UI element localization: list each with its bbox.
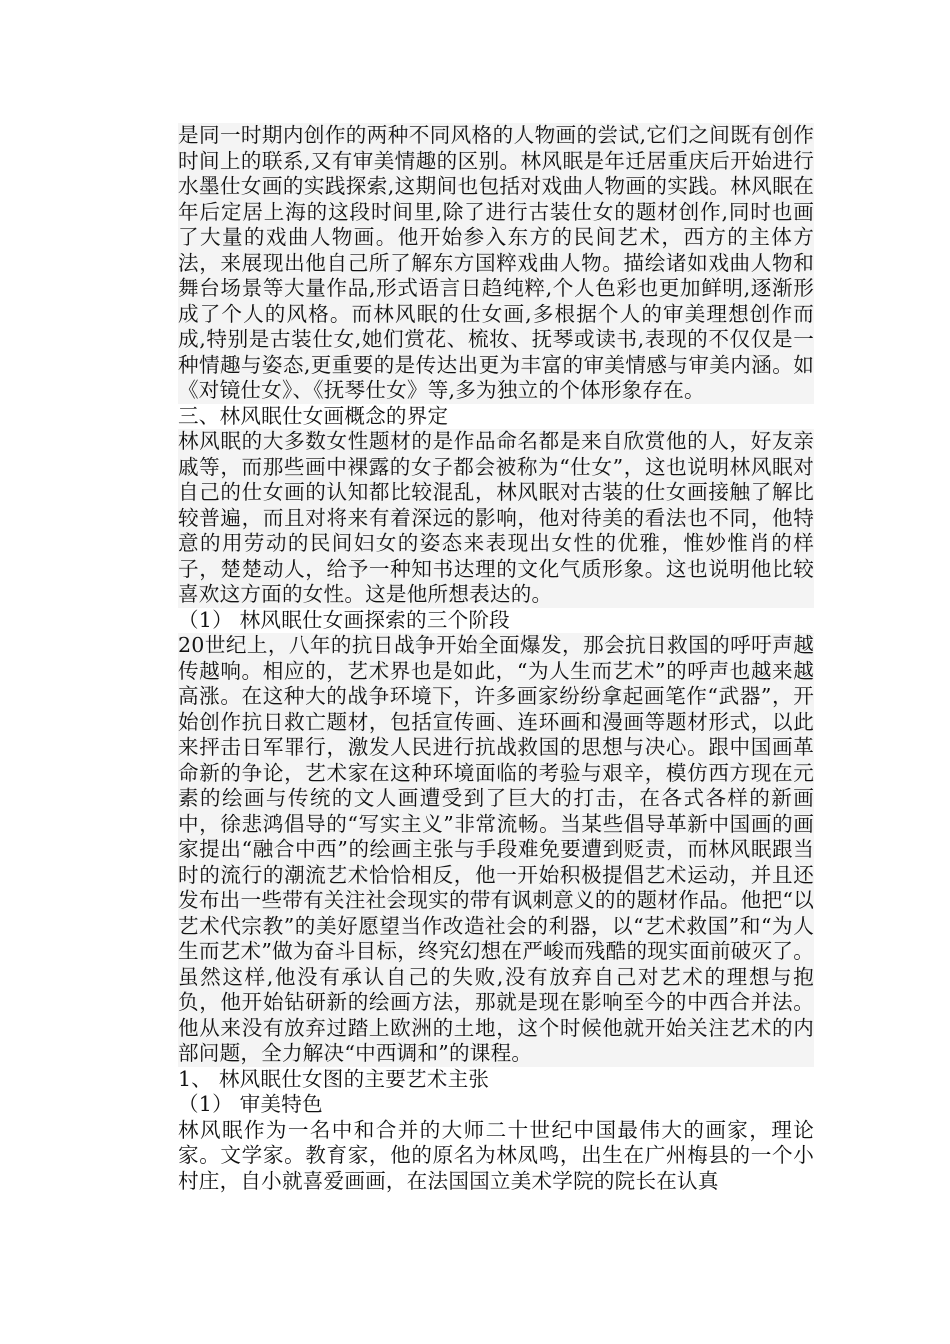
heading-text: 三、林风眠仕女画概念的界定 xyxy=(178,403,449,428)
paragraph-text: 林风眠的大多数女性题材的是作品命名都是来自欣赏他的人，好友亲戚等，而那些画中裸露的女子都会被称为“仕女”，这也说明林风眠对自己的仕女画的认知都比较混乱，林风眠对古装的仕女画接触了解比较普遍，而且对将来有着深远的影响，他对待美的看法也不同，他特意的用劳动的民间妇女的姿态来表现出女性的优雅，惟妙惟肖的样子，楚楚动人，给予一种知书达理的文化气质形象。这也说明他比较喜欢这方面的女性。这是他所想表达的。 xyxy=(178,429,814,606)
document-page xyxy=(178,123,814,1194)
body-paragraph xyxy=(178,123,814,404)
heading-text: （1） 林风眠仕女画探索的三个阶段 xyxy=(178,607,510,632)
subsection-heading xyxy=(178,608,814,634)
heading-text: （1） 审美特色 xyxy=(178,1092,323,1116)
paragraph-text: 林风眠作为一名中和合并的大师二十世纪中国最伟大的画家，理论家。文学家。教育家，他的原名为林凤鸣，出生在广州梅县的一个小村庄，自小就喜爱画画，在法国国立美术学院的院长在认真 xyxy=(178,1117,814,1193)
paragraph-text: 是同一时期内创作的两种不同风格的人物画的尝试,它们之间既有创作时间上的联系,又有审美情趣的区别。林风眠是年迁居重庆后开始进行水墨仕女画的实践探索,这期间也包括对戏曲人物画的实践。林风眠在年后定居上海的这段时间里,除了进行古装仕女的题材创作,同时也画了大量的戏曲人物画。他开始参入东方的民间艺术，西方的主体方法，来展现出他自己所了解东方国粹戏曲人物。描绘诸如戏曲人物和舞台场景等大量作品,形式语言日趋纯粹,个人色彩也更加鲜明,逐渐形成了个人的风格。而林风眠的仕女画,多根据个人的审美理想创作而成,特别是古装仕女,她们赏花、梳妆、抚琴或读书,表现的不仅仅是一种情趣与姿态,更重要的是传达出更为丰富的审美情感与审美内涵。如《对镜仕女》、《抚琴仕女》等,多为独立的个体形象存在。 xyxy=(178,123,814,402)
subsection-heading xyxy=(178,1067,814,1093)
paragraph-text: 20世纪上，八年的抗日战争开始全面爆发，那会抗日救国的呼吁声越传越响。相应的，艺术界也是如此，“为人生而艺术”的呼声也越来越高涨。在这种大的战争环境下，许多画家纷纷拿起画笔作“武器”，开始创作抗日救亡题材，包括宣传画、连环画和漫画等题材形式，以此来抨击日军罪行，激发人民进行抗战救国的思想与决心。跟中国画革命新的争论，艺术家在这种环境面临的考验与艰辛，模仿西方现在元素的绘画与传统的文人画遭受到了巨大的打击，在各式各样的新画中，徐悲鸿倡导的“写实主义”非常流畅。当某些倡导革新中国画的画家提出“融合中西”的绘画主张与手段难免要遭到贬责，而林风眠跟当时的流行的潮流艺术恰恰相反，他一开始积极提倡艺术运动，并且还发布出一些带有关注社会现实的带有讽刺意义的的题材作品。他把“以艺术代宗教”的美好愿望当作改造社会的利器，以“艺术救国”和“为人生而艺术”做为奋斗目标，终究幻想在严峻而残酷的现实面前破灭了。虽然这样,他没有承认自己的失败,没有放弃自己对艺术的理想与抱负，他开始钻研新的绘画方法，那就是现在影响至今的中西合并法。他从来没有放弃过踏上欧洲的土地，这个时候他就开始关注艺术的内部问题，全力解决“中西调和”的课程。 xyxy=(178,633,814,1065)
body-paragraph xyxy=(178,633,814,1067)
body-paragraph xyxy=(178,1118,814,1195)
section-heading xyxy=(178,404,814,430)
body-paragraph xyxy=(178,429,814,608)
heading-text: 1、 林风眠仕女图的主要艺术主张 xyxy=(178,1066,490,1091)
subsection-heading xyxy=(178,1092,814,1118)
